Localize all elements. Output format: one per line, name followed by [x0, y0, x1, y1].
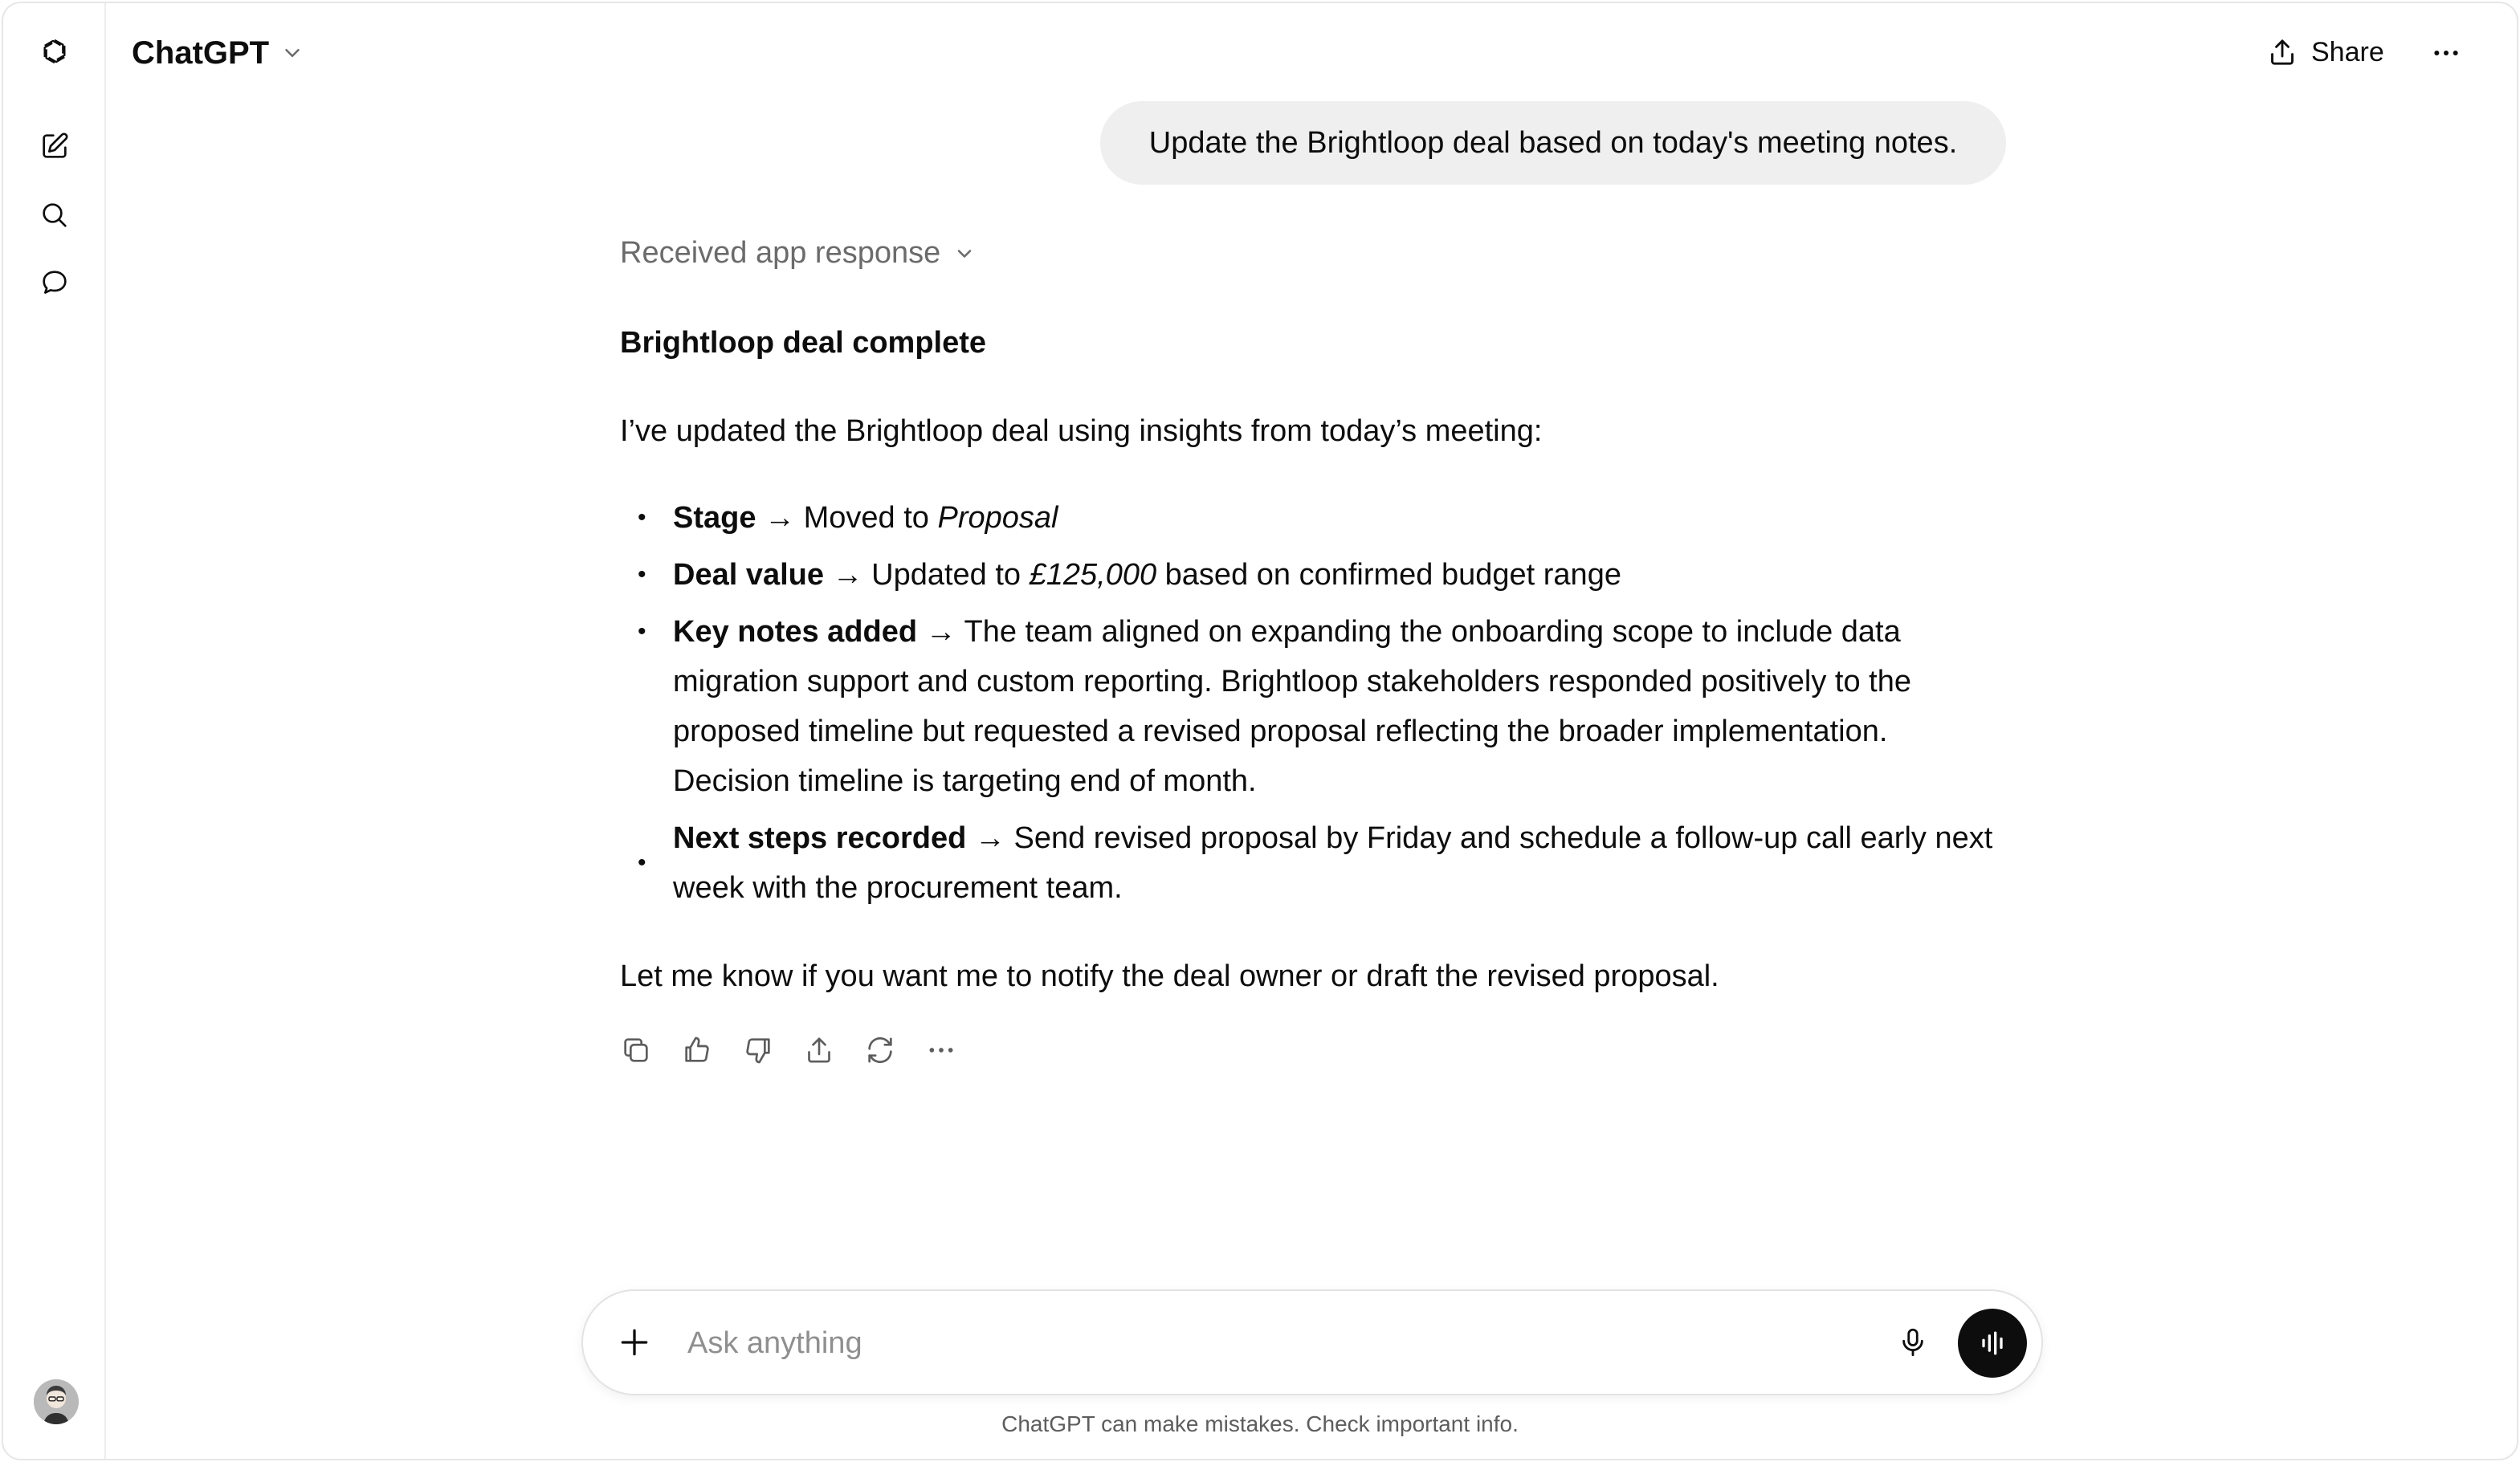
assistant-heading: Brightloop deal complete — [620, 326, 987, 360]
more-icon — [2430, 37, 2462, 69]
bad-response-button[interactable] — [742, 1034, 774, 1066]
share-icon — [803, 1034, 835, 1066]
response-actions — [620, 1034, 957, 1066]
share-button[interactable] — [2266, 27, 2384, 77]
attach-button[interactable] — [614, 1322, 655, 1363]
chevron-down-icon — [953, 242, 976, 265]
item-label: Deal value — [673, 558, 824, 592]
app-window — [2, 2, 2518, 1460]
assistant-intro: I’ve updated the Brightloop deal using insights from today’s meeting: — [620, 414, 1543, 448]
user-message-text: Update the Brightloop deal based on today's meeting notes. — [1148, 125, 1958, 160]
assistant-message — [620, 318, 2001, 1001]
thumbs-down-icon — [742, 1034, 774, 1066]
dictate-button[interactable] — [1892, 1322, 1934, 1363]
item-text-after: based on confirmed budget range — [1156, 558, 1621, 592]
copy-icon — [620, 1034, 652, 1066]
thumbs-up-icon — [681, 1034, 713, 1066]
list-item — [620, 813, 2001, 913]
search-icon — [39, 199, 71, 231]
voice-mode-button[interactable] — [1958, 1309, 2027, 1378]
chevron-down-icon — [280, 41, 304, 65]
list-item — [620, 493, 2001, 543]
disclaimer: ChatGPT can make mistakes. Check important info. — [1001, 1411, 1519, 1436]
sidebar-rail — [3, 3, 106, 1459]
composer — [581, 1289, 2043, 1395]
more-icon — [925, 1034, 957, 1066]
item-label: Stage — [673, 501, 756, 535]
good-response-button[interactable] — [681, 1034, 713, 1066]
list-item — [620, 550, 2001, 600]
share-label: Share — [2311, 36, 2384, 67]
item-arrow: → — [917, 615, 964, 649]
user-message — [1100, 101, 2006, 185]
update-list — [620, 493, 2001, 913]
item-emphasis: Proposal — [937, 501, 1058, 535]
new-chat-button[interactable] — [32, 124, 77, 169]
prompt-input[interactable] — [686, 1315, 1621, 1371]
item-text: Updated to — [871, 558, 1030, 592]
microphone-icon — [1896, 1326, 1930, 1359]
more-actions-button[interactable] — [925, 1034, 957, 1066]
model-name: ChatGPT — [132, 35, 270, 71]
search-chats-button[interactable] — [32, 193, 77, 238]
item-text: Moved to — [803, 501, 938, 535]
more-options-button[interactable] — [2425, 32, 2467, 74]
item-label: Next steps recorded — [673, 821, 967, 855]
item-text: The team aligned on expanding the onboarding scope to include data migration support and custom reporting. Brightloop stakeholders responded positively to the proposed timeline but requested a revised proposal reflecting the broader implementation. Decision timeline is targeting end of month. — [673, 615, 1911, 798]
voice-mode-icon — [1975, 1326, 2010, 1361]
item-arrow: → — [824, 558, 872, 592]
assistant-closing: Let me know if you want me to notify the deal owner or draft the revised proposal. — [620, 959, 1719, 993]
item-emphasis: £125,000 — [1029, 558, 1157, 592]
plus-icon — [617, 1325, 652, 1360]
model-selector[interactable] — [132, 29, 304, 77]
list-item — [620, 607, 2001, 806]
item-text: Send revised proposal by Friday and schedule a follow-up call early next week with the procurement team. — [673, 821, 1993, 905]
share-response-button[interactable] — [803, 1034, 835, 1066]
edit-icon — [39, 130, 71, 162]
copy-button[interactable] — [620, 1034, 652, 1066]
app-response-toggle[interactable] — [620, 236, 976, 271]
item-arrow: → — [966, 821, 1014, 855]
regenerate-icon — [864, 1034, 896, 1066]
chat-bubble-icon — [39, 267, 71, 299]
item-label: Key notes added — [673, 615, 918, 649]
item-arrow: → — [756, 501, 804, 535]
share-icon — [2266, 36, 2298, 68]
app-response-label: Received app response — [620, 236, 941, 270]
chats-button[interactable] — [32, 260, 77, 305]
regenerate-button[interactable] — [864, 1034, 896, 1066]
openai-logo-icon[interactable] — [32, 29, 77, 74]
